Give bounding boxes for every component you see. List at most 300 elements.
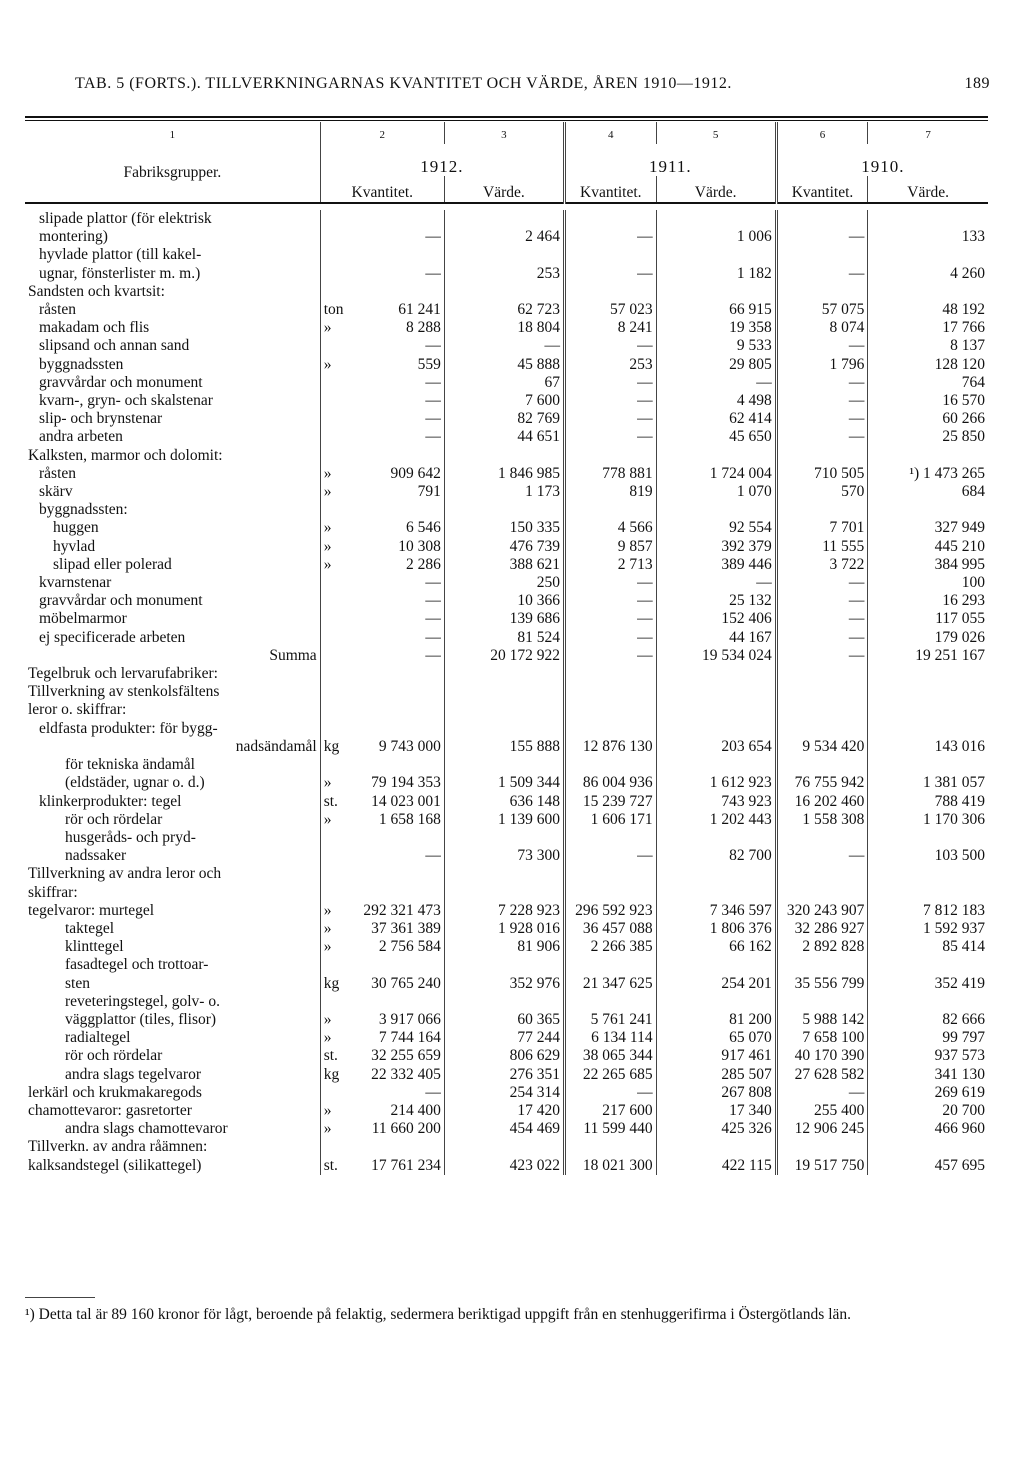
- value-cell: 764: [868, 374, 988, 392]
- top-rule: [25, 116, 988, 118]
- table-row: [25, 629, 988, 647]
- row-unit: [320, 574, 353, 592]
- table-row: [25, 847, 988, 865]
- table-row: [25, 774, 988, 792]
- value-cell: 276 351: [444, 1066, 564, 1084]
- year-row: [25, 144, 988, 176]
- row-unit: [320, 592, 353, 610]
- quantity-cell: 36 457 088: [564, 920, 656, 938]
- quantity-cell: [353, 501, 445, 519]
- quantity-cell: [564, 865, 656, 883]
- value-cell: 67: [444, 374, 564, 392]
- quantity-cell: 2 756 584: [378, 938, 441, 956]
- quantity-cell: [564, 665, 656, 683]
- quantity-cell: 14 023 001: [371, 792, 441, 810]
- value-cell: [868, 665, 988, 683]
- row-unit: kg: [320, 975, 353, 993]
- table-row: [25, 428, 988, 446]
- table-row: [25, 865, 988, 883]
- quantity-cell: 909 642: [390, 464, 441, 482]
- quantity-cell: —: [425, 392, 441, 410]
- row-label: andra arbeten: [39, 428, 123, 446]
- quantity-cell: 3 917 066: [378, 1010, 441, 1028]
- quantity-cell: —: [776, 647, 868, 665]
- row-label: hyvlade plattor (till kakel-: [39, 246, 202, 264]
- value-cell: 254 201: [656, 975, 776, 993]
- value-cell: [656, 501, 776, 519]
- quantity-cell: —: [564, 228, 656, 246]
- table-row: [25, 374, 988, 392]
- quantity-cell: [564, 993, 656, 1011]
- value-cell: 1 509 344: [444, 774, 564, 792]
- quantity-cell: 296 592 923: [564, 902, 656, 920]
- row-unit: [320, 1138, 353, 1156]
- quantity-cell: [564, 884, 656, 902]
- quantity-cell: —: [425, 1083, 441, 1101]
- value-cell: [868, 683, 988, 701]
- value-cell: 82 666: [868, 1011, 988, 1029]
- table-row: [25, 538, 988, 556]
- value-cell: 1 806 376: [656, 920, 776, 938]
- quantity-cell: [353, 829, 445, 847]
- value-cell: 4 260: [868, 265, 988, 283]
- table-row: [25, 720, 988, 738]
- col-number: 6: [776, 122, 868, 144]
- row-label: gravvårdar och monument: [39, 373, 203, 391]
- value-cell: 29 805: [656, 356, 776, 374]
- quantity-cell: —: [776, 610, 868, 628]
- row-unit: »: [320, 902, 353, 920]
- quantity-cell: 7 658 100: [776, 1029, 868, 1047]
- value-cell: 81 906: [444, 938, 564, 956]
- header-rule: [25, 203, 988, 210]
- page-header: [75, 75, 990, 93]
- table-row: [25, 793, 988, 811]
- value-cell: 133: [868, 228, 988, 246]
- value-cell: 1 070: [656, 483, 776, 501]
- quantity-cell: [776, 720, 868, 738]
- row-unit: [320, 337, 353, 355]
- value-cell: [868, 701, 988, 719]
- quantity-cell: —: [564, 374, 656, 392]
- table-row: [25, 465, 988, 483]
- value-cell: 7 346 597: [656, 902, 776, 920]
- quantity-cell: 9 857: [564, 538, 656, 556]
- quantity-cell: 21 347 625: [564, 975, 656, 993]
- table-row: [25, 519, 988, 537]
- row-unit: »: [320, 538, 353, 556]
- quantity-cell: —: [564, 265, 656, 283]
- quantity-cell: —: [425, 228, 441, 246]
- table-row: [25, 902, 988, 920]
- row-unit: st.: [320, 1047, 353, 1065]
- value-cell: —: [656, 374, 776, 392]
- val-header: Värde.: [656, 176, 776, 203]
- quantity-cell: —: [564, 1084, 656, 1102]
- row-label: montering): [39, 228, 108, 246]
- table-row: [25, 956, 988, 974]
- quantity-cell: —: [425, 264, 441, 282]
- year-header: 1911.: [564, 144, 776, 176]
- value-cell: 117 055: [868, 610, 988, 628]
- row-unit: [320, 428, 353, 446]
- row-label: byggnadssten: [39, 355, 124, 373]
- value-cell: 16 570: [868, 392, 988, 410]
- table-row: [25, 665, 988, 683]
- value-cell: 1 173: [444, 483, 564, 501]
- value-cell: [868, 210, 988, 228]
- quantity-cell: 6 546: [406, 519, 441, 537]
- table-row: [25, 1138, 988, 1156]
- value-cell: [444, 720, 564, 738]
- table-row: [25, 1084, 988, 1102]
- quantity-cell: —: [776, 1084, 868, 1102]
- quantity-cell: 214 400: [390, 1101, 441, 1119]
- row-label: leror o. skiffrar:: [28, 701, 127, 719]
- quantity-cell: —: [776, 337, 868, 355]
- table-row: [25, 210, 988, 228]
- quantity-cell: 5 761 241: [564, 1011, 656, 1029]
- value-cell: [868, 993, 988, 1011]
- quantity-cell: —: [564, 574, 656, 592]
- quantity-cell: [776, 246, 868, 264]
- value-cell: 4 498: [656, 392, 776, 410]
- row-unit: st.: [320, 793, 353, 811]
- table-row: [25, 337, 988, 355]
- value-cell: 1 170 306: [868, 811, 988, 829]
- value-cell: 92 554: [656, 519, 776, 537]
- qty-header: Kvantitet.: [776, 176, 868, 203]
- value-cell: 454 469: [444, 1120, 564, 1138]
- row-label: reveteringstegel, golv- o.: [65, 992, 220, 1010]
- row-unit: [320, 392, 353, 410]
- value-cell: [444, 501, 564, 519]
- row-unit: »: [320, 519, 353, 537]
- value-cell: 352 419: [868, 975, 988, 993]
- value-cell: [444, 993, 564, 1011]
- table-row: [25, 1157, 988, 1175]
- value-cell: 16 293: [868, 592, 988, 610]
- value-cell: 85 414: [868, 938, 988, 956]
- quantity-cell: —: [425, 574, 441, 592]
- quantity-cell: —: [564, 847, 656, 865]
- quantity-cell: —: [776, 847, 868, 865]
- value-cell: [656, 720, 776, 738]
- row-unit: [320, 283, 353, 301]
- value-cell: 1 381 057: [868, 774, 988, 792]
- quantity-cell: —: [425, 428, 441, 446]
- quantity-cell: —: [425, 646, 441, 664]
- value-cell: 73 300: [444, 847, 564, 865]
- row-unit: ton: [320, 301, 353, 319]
- value-cell: 267 808: [656, 1084, 776, 1102]
- row-label: Tillverkning av andra leror och: [28, 865, 222, 883]
- value-cell: 60 266: [868, 410, 988, 428]
- value-cell: 152 406: [656, 610, 776, 628]
- row-unit: [320, 847, 353, 865]
- value-cell: 139 686: [444, 610, 564, 628]
- row-label: (eldstäder, ugnar o. d.): [65, 774, 205, 792]
- quantity-cell: 9 534 420: [776, 738, 868, 756]
- production-table: [25, 122, 988, 1175]
- quantity-cell: [353, 246, 445, 264]
- quantity-cell: [564, 283, 656, 301]
- row-label: huggen: [53, 519, 99, 537]
- quantity-cell: 57 023: [564, 301, 656, 319]
- table-row: [25, 265, 988, 283]
- value-cell: [656, 1138, 776, 1156]
- quantity-cell: 253: [564, 356, 656, 374]
- quantity-cell: —: [776, 410, 868, 428]
- quantity-cell: [564, 756, 656, 774]
- value-cell: 2 464: [444, 228, 564, 246]
- row-label: råsten: [39, 464, 77, 482]
- row-label: nadsändamål: [235, 737, 317, 755]
- value-cell: 636 148: [444, 793, 564, 811]
- quantity-cell: 1 606 171: [564, 811, 656, 829]
- quantity-cell: —: [776, 374, 868, 392]
- quantity-cell: 61 241: [398, 301, 441, 319]
- value-cell: 7 600: [444, 392, 564, 410]
- value-cell: 389 446: [656, 556, 776, 574]
- val-header: Värde.: [868, 176, 988, 203]
- quantity-cell: —: [776, 228, 868, 246]
- row-label: fasadtegel och trottoar-: [65, 956, 209, 974]
- quantity-cell: [564, 210, 656, 228]
- row-unit: [320, 501, 353, 519]
- value-cell: 250: [444, 574, 564, 592]
- value-cell: 18 804: [444, 319, 564, 337]
- row-label: råsten: [39, 301, 77, 319]
- table-row: [25, 283, 988, 301]
- row-label: Sandsten och kvartsit:: [28, 282, 165, 300]
- value-cell: [444, 283, 564, 301]
- quantity-cell: [353, 665, 445, 683]
- row-unit: [320, 829, 353, 847]
- quantity-cell: [353, 884, 445, 902]
- value-cell: 7 812 183: [868, 902, 988, 920]
- quantity-cell: —: [425, 337, 441, 355]
- quantity-cell: [564, 829, 656, 847]
- row-unit: kg: [320, 1066, 353, 1084]
- quantity-cell: 76 755 942: [776, 774, 868, 792]
- quantity-cell: 255 400: [776, 1102, 868, 1120]
- value-cell: [656, 956, 776, 974]
- table-row: [25, 392, 988, 410]
- value-cell: 384 995: [868, 556, 988, 574]
- quantity-cell: 11 599 440: [564, 1120, 656, 1138]
- col-number: 5: [656, 122, 776, 144]
- value-cell: 44 651: [444, 428, 564, 446]
- group-header: Fabriksgrupper.: [123, 163, 222, 181]
- quantity-cell: 15 239 727: [564, 793, 656, 811]
- quantity-cell: 22 265 685: [564, 1066, 656, 1084]
- quantity-cell: —: [776, 574, 868, 592]
- row-unit: »: [320, 1011, 353, 1029]
- row-label: slipsand och annan sand: [39, 337, 190, 355]
- table-row: [25, 447, 988, 465]
- quantity-cell: 11 660 200: [371, 1120, 441, 1138]
- row-label: taktegel: [65, 919, 115, 937]
- value-cell: 269 619: [868, 1084, 988, 1102]
- quantity-cell: 57 075: [776, 301, 868, 319]
- quantity-cell: [776, 701, 868, 719]
- table-row: [25, 483, 988, 501]
- value-cell: 99 797: [868, 1029, 988, 1047]
- value-cell: [656, 683, 776, 701]
- quantity-cell: [564, 683, 656, 701]
- value-cell: [444, 956, 564, 974]
- value-cell: 476 739: [444, 538, 564, 556]
- quantity-cell: 9 743 000: [378, 737, 441, 755]
- row-unit: »: [320, 920, 353, 938]
- quantity-cell: —: [425, 628, 441, 646]
- row-unit: [320, 410, 353, 428]
- row-label: nadssaker: [65, 847, 127, 865]
- value-cell: 19 251 167: [868, 647, 988, 665]
- value-cell: 77 244: [444, 1029, 564, 1047]
- value-cell: [444, 756, 564, 774]
- value-cell: [444, 210, 564, 228]
- row-unit: »: [320, 1029, 353, 1047]
- row-unit: [320, 701, 353, 719]
- table-row: [25, 610, 988, 628]
- quantity-cell: 8 074: [776, 319, 868, 337]
- footnote-rule: [25, 1297, 95, 1298]
- table-row: [25, 1047, 988, 1065]
- value-cell: 743 923: [656, 793, 776, 811]
- value-cell: 60 365: [444, 1011, 564, 1029]
- quantity-cell: 1 558 308: [776, 811, 868, 829]
- row-label: sten: [65, 974, 90, 992]
- table-row: [25, 1120, 988, 1138]
- value-cell: —: [656, 574, 776, 592]
- col-number: 2: [320, 122, 444, 144]
- quantity-cell: 40 170 390: [776, 1047, 868, 1065]
- column-number-row: [25, 122, 988, 144]
- quantity-cell: 1 658 168: [378, 810, 441, 828]
- row-unit: »: [320, 1120, 353, 1138]
- quantity-cell: [353, 210, 445, 228]
- quantity-cell: [353, 283, 445, 301]
- row-unit: [320, 665, 353, 683]
- value-cell: [868, 884, 988, 902]
- quantity-cell: 35 556 799: [776, 975, 868, 993]
- value-cell: 48 192: [868, 301, 988, 319]
- quantity-cell: 10 308: [398, 537, 441, 555]
- quantity-cell: 2 266 385: [564, 938, 656, 956]
- quantity-cell: 11 555: [776, 538, 868, 556]
- value-cell: [444, 246, 564, 264]
- year-header: 1910.: [776, 144, 988, 176]
- value-cell: ¹) 1 473 265: [868, 465, 988, 483]
- row-unit: [320, 629, 353, 647]
- quantity-cell: [564, 501, 656, 519]
- value-cell: 806 629: [444, 1047, 564, 1065]
- quantity-cell: —: [564, 647, 656, 665]
- value-cell: 254 314: [444, 1084, 564, 1102]
- quantity-cell: 2 713: [564, 556, 656, 574]
- row-label: kvarnstenar: [39, 574, 112, 592]
- col-number: 4: [564, 122, 656, 144]
- value-cell: 17 340: [656, 1102, 776, 1120]
- row-unit: [320, 865, 353, 883]
- quantity-cell: 19 517 750: [776, 1157, 868, 1175]
- qty-header: Kvantitet.: [320, 176, 444, 203]
- value-cell: 7 228 923: [444, 902, 564, 920]
- row-label: klinkerprodukter: tegel: [39, 792, 182, 810]
- value-cell: 44 167: [656, 629, 776, 647]
- value-cell: 25 850: [868, 428, 988, 446]
- table-row: [25, 556, 988, 574]
- value-cell: 155 888: [444, 738, 564, 756]
- value-cell: 392 379: [656, 538, 776, 556]
- value-cell: 8 137: [868, 337, 988, 355]
- quantity-cell: 778 881: [564, 465, 656, 483]
- table-row: [25, 574, 988, 592]
- value-cell: 388 621: [444, 556, 564, 574]
- quantity-cell: 819: [564, 483, 656, 501]
- value-cell: 1 139 600: [444, 811, 564, 829]
- value-cell: [656, 829, 776, 847]
- row-unit: [320, 647, 353, 665]
- row-unit: »: [320, 774, 353, 792]
- row-unit: [320, 756, 353, 774]
- value-cell: 25 132: [656, 592, 776, 610]
- quantity-cell: —: [776, 392, 868, 410]
- row-unit: st.: [320, 1157, 353, 1175]
- row-label: Tegelbruk och lervarufabriker:: [28, 665, 218, 683]
- quantity-cell: [353, 720, 445, 738]
- row-label: byggnadssten:: [39, 501, 128, 519]
- quantity-cell: [776, 501, 868, 519]
- value-cell: [656, 665, 776, 683]
- quantity-cell: [564, 720, 656, 738]
- quantity-cell: [776, 756, 868, 774]
- row-label: makadam och flis: [39, 319, 150, 337]
- value-cell: 1 202 443: [656, 811, 776, 829]
- value-cell: 143 016: [868, 738, 988, 756]
- quantity-cell: [776, 283, 868, 301]
- quantity-cell: 5 988 142: [776, 1011, 868, 1029]
- row-unit: [320, 265, 353, 283]
- quantity-cell: [353, 701, 445, 719]
- quantity-cell: —: [425, 373, 441, 391]
- value-cell: 45 650: [656, 428, 776, 446]
- qty-header: Kvantitet.: [564, 176, 656, 203]
- row-label: rör och rördelar: [65, 1047, 163, 1065]
- quantity-cell: —: [564, 337, 656, 355]
- value-cell: —: [444, 337, 564, 355]
- col-number: 7: [868, 122, 988, 144]
- value-cell: 1 928 016: [444, 920, 564, 938]
- quantity-cell: 32 255 659: [371, 1047, 441, 1065]
- row-unit: [320, 683, 353, 701]
- value-cell: 150 335: [444, 519, 564, 537]
- table-row: [25, 756, 988, 774]
- row-label: skiffrar:: [28, 883, 78, 901]
- row-label: gravvårdar och monument: [39, 592, 203, 610]
- row-label: radialtegel: [65, 1029, 131, 1047]
- quantity-cell: 7 744 164: [378, 1029, 441, 1047]
- value-cell: 179 026: [868, 629, 988, 647]
- row-unit: [320, 210, 353, 228]
- value-cell: [868, 447, 988, 465]
- value-cell: [656, 447, 776, 465]
- row-unit: »: [320, 319, 353, 337]
- row-label: kvarn-, gryn- och skalstenar: [39, 392, 213, 410]
- value-cell: 66 162: [656, 938, 776, 956]
